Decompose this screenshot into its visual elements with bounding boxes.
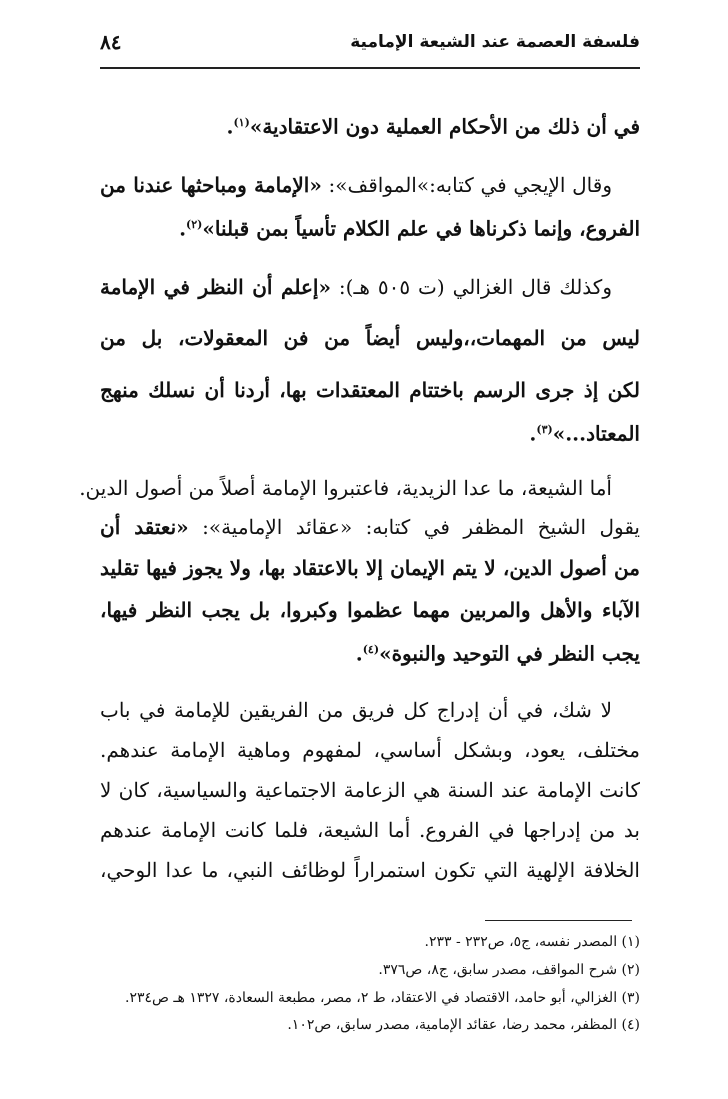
text-line: وكذلك قال الغزالي (ت ٥٠٥ هـ): «إعلم أن النظر في الإمامة xyxy=(100,275,612,299)
footnote: (٤) المظفر، محمد رضا، عقائد الإمامية، مصدر سابق، ص١٠٢. xyxy=(287,1017,640,1033)
text-line: أما الشيعة، ما عدا الزيدية، فاعتبروا الإمامة أصلاً من أصول الدين. xyxy=(79,476,612,500)
footnote: (١) المصدر نفسه، ج٥، ص٢٣٢ - ٢٣٣. xyxy=(424,934,640,950)
text-line: كانت الإمامة عند السنة هي الزعامة الاجتماعية والسياسية، كان لا xyxy=(100,778,640,802)
header-rule xyxy=(100,67,640,69)
text-line: ليس من المهمات،،وليس أيضاً من فن المعقولات، بل من xyxy=(100,326,640,350)
text-line: يقول الشيخ المظفر في كتابه: «عقائد الإمامية»: «نعتقد أن xyxy=(100,515,640,539)
text-line: الفروع، وإنما ذكرناها في علم الكلام تأسياً بمن قبلنا»$^{(٢)}$. xyxy=(179,216,640,241)
text-line: وقال الإيجي في كتابه:»المواقف»: «الإمامة ومباحثها عندنا من xyxy=(100,173,612,197)
text-line: يجب النظر في التوحيد والنبوة»$^{(٤)}$. xyxy=(355,641,640,666)
book-title: فلسفة العصمة عند الشيعة الإمامية xyxy=(350,32,640,52)
footnote: (٣) الغزالي، أبو حامد، الاقتصاد في الاعتقاد، ط ٢، مصر، مطبعة السعادة، ١٣٢٧ هـ ص٢٣٤. xyxy=(125,990,640,1006)
text-line: الخلافة الإلهية التي تكون استمراراً لوظائف النبي، ما عدا الوحي، xyxy=(100,858,640,882)
text-line: بد من إدراجها في الفروع. أما الشيعة، فلما كانت الإمامة عندهم xyxy=(100,818,640,842)
text-line: لا شك، في أن إدراج كل فريق من الفريقين للإمامة في باب xyxy=(100,698,612,722)
text-line: في أن ذلك من الأحكام العملية دون الاعتقادية»$^{(١)}$. xyxy=(226,114,640,139)
footnote-rule xyxy=(485,920,632,921)
text-line: من أصول الدين، لا يتم الإيمان إلا بالاعتقاد بها، ولا يجوز فيها تقليد xyxy=(100,556,640,580)
footnote-ref: (٣) xyxy=(536,423,553,436)
footnote-ref: (١) xyxy=(233,116,250,129)
text-line: مختلف، يعود، وبشكل أساسي، لمفهوم وماهية الإمامة عندهم. xyxy=(100,738,640,762)
footnote-ref: (٢) xyxy=(186,218,203,231)
text-line: الآباء والأهل والمربين مهما عظموا وكبروا، بل يجب النظر فيها، xyxy=(100,598,640,622)
page-number: ٨٤ xyxy=(100,30,122,54)
footnote: (٢) شرح المواقف، مصدر سابق، ج٨، ص٣٧٦. xyxy=(378,962,640,978)
running-header xyxy=(100,30,640,60)
footnote-ref: (٤) xyxy=(362,643,380,656)
text-line: المعتاد...»$^{(٣)}$. xyxy=(529,421,640,446)
text-line: لكن إذ جرى الرسم باختتام المعتقدات بها، أردنا أن نسلك منهج xyxy=(100,378,640,402)
